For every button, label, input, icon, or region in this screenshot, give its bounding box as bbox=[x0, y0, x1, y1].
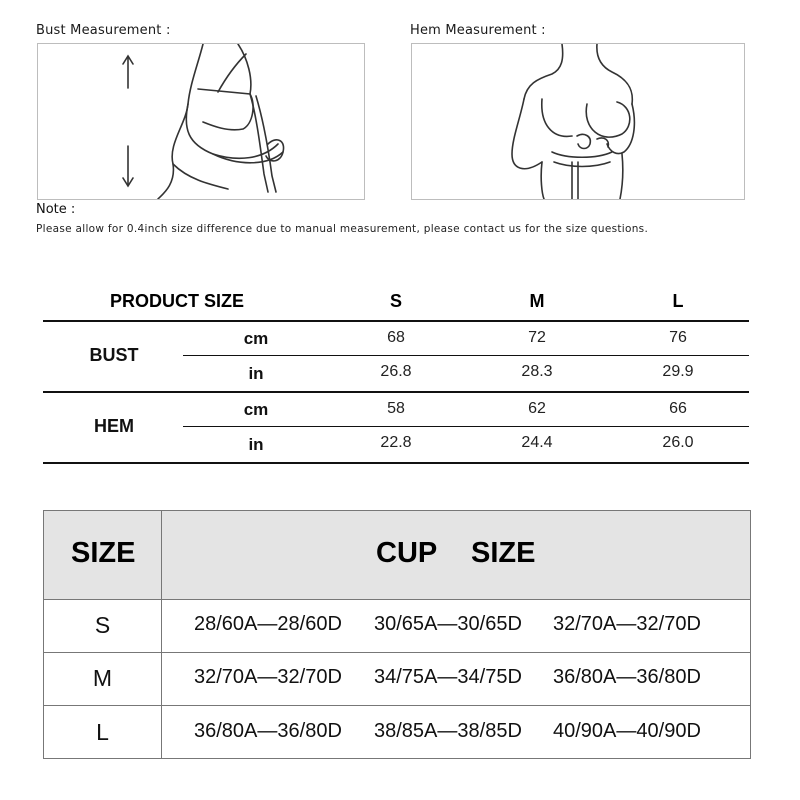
size-column-m: M bbox=[529, 291, 545, 311]
size-column-l: L bbox=[672, 291, 684, 311]
cup-range: 30/65A—30/65D bbox=[374, 613, 522, 635]
table-rule bbox=[183, 426, 749, 427]
unit-label: cm bbox=[243, 329, 269, 348]
unit-label: in bbox=[248, 364, 264, 383]
cup-range: 40/90A—40/90D bbox=[553, 720, 701, 742]
bust-measurement-caption: Bust Measurement : bbox=[36, 23, 171, 38]
cup-range: 32/70A—32/70D bbox=[194, 666, 342, 688]
table-cell: 68 bbox=[387, 329, 405, 346]
table-rule bbox=[43, 320, 749, 322]
cup-range: 34/75A—34/75D bbox=[374, 666, 522, 688]
cup-row-size: L bbox=[96, 719, 109, 745]
bust-measurement-illustration bbox=[37, 43, 365, 200]
table-cell: 29.9 bbox=[662, 363, 694, 380]
table-cell: 24.4 bbox=[521, 434, 553, 451]
hem-measurement-caption: Hem Measurement : bbox=[410, 23, 546, 38]
table-divider bbox=[161, 511, 162, 758]
cup-row-size: S bbox=[94, 612, 111, 638]
table-cell: 76 bbox=[669, 329, 687, 346]
cup-range: 32/70A—32/70D bbox=[553, 613, 701, 635]
table-cell: 72 bbox=[528, 329, 546, 346]
table-cell: 22.8 bbox=[380, 434, 412, 451]
note-text: Please allow for 0.4inch size difference due to manual measurement, please contact us for the size questions. bbox=[36, 223, 649, 235]
bust-group-label: BUST bbox=[89, 345, 139, 365]
table-divider bbox=[44, 652, 750, 653]
cup-range: 36/80A—36/80D bbox=[194, 720, 342, 742]
cup-header: CUP bbox=[376, 537, 438, 569]
product-size-header: PRODUCT SIZE bbox=[110, 291, 245, 311]
cup-row-size: M bbox=[92, 665, 113, 691]
hem-measurement-illustration bbox=[411, 43, 745, 200]
size-header: SIZE bbox=[71, 537, 136, 569]
cup-range: 38/85A—38/85D bbox=[374, 720, 522, 742]
table-cell: 62 bbox=[528, 400, 546, 417]
table-rule bbox=[183, 355, 749, 356]
size-column-s: S bbox=[389, 291, 402, 311]
cup-range: 28/60A—28/60D bbox=[194, 613, 342, 635]
unit-label: in bbox=[248, 435, 264, 454]
table-cell: 26.0 bbox=[662, 434, 694, 451]
cup-size-table bbox=[43, 510, 751, 759]
table-cell: 28.3 bbox=[521, 363, 553, 380]
table-divider bbox=[44, 705, 750, 706]
cup-size-header: SIZE bbox=[471, 537, 536, 569]
note-title: Note : bbox=[36, 202, 76, 217]
hem-group-label: HEM bbox=[94, 416, 134, 436]
table-cell: 58 bbox=[387, 400, 405, 417]
table-rule bbox=[43, 462, 749, 464]
table-rule bbox=[43, 391, 749, 393]
cup-range: 36/80A—36/80D bbox=[553, 666, 701, 688]
unit-label: cm bbox=[243, 400, 269, 419]
table-cell: 26.8 bbox=[380, 363, 412, 380]
table-cell: 66 bbox=[669, 400, 687, 417]
